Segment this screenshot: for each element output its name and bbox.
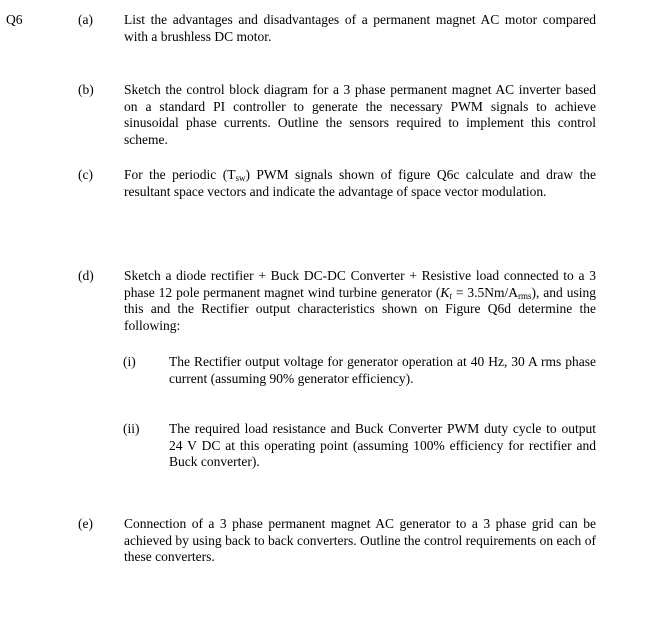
part-d-ii-text: The required load resistance and Buck Converter PWM duty cycle to output 24 V DC at this operating point (assuming 100% efficiency for rectifier and Buck converter). xyxy=(169,421,596,469)
part-b-text: Sketch the control block diagram for a 3 phase permanent magnet AC inverter based on a standard PI controller to generate the necessary PWM signals to achieve sinusoidal phase currents. Outline the sensors required to implement this control scheme. xyxy=(124,82,596,147)
part-d-label: (d) xyxy=(78,268,94,283)
part-d-i-text: The Rectifier output voltage for generator operation at 40 Hz, 30 A rms phase current (assuming 90% generator efficiency). xyxy=(169,354,596,386)
part-e-label: (e) xyxy=(78,516,93,531)
part-e-text: Connection of a 3 phase permanent magnet AC generator to a 3 phase grid can be achieved by using back to back converters. Outline the control requirements on each of these converters. xyxy=(124,516,596,564)
part-d-ii-label: (ii) xyxy=(123,421,140,436)
part-a-label: (a) xyxy=(78,12,93,27)
question-number: Q6 xyxy=(6,12,23,27)
part-c-text: For the periodic $(T_{sw})$ PWM signals shown of figure Q6c calculate and draw the resultant space vectors and indicate the advantage of space vector modulation. xyxy=(124,167,596,199)
part-d-text: Sketch a diode rectifier + Buck DC-DC Converter + Resistive load connected to a 3 phase 12 pole permanent magnet wind turbine generator $(K_t = 3.5Nm/A_{rms})$, and using this and the Rectifier output characteristics shown on Figure Q6d determine the following: xyxy=(124,268,596,333)
part-d-i-label: (i) xyxy=(123,354,136,369)
part-b-label: (b) xyxy=(78,82,94,97)
part-a-text: List the advantages and disadvantages of a permanent magnet AC motor compared with a brushless DC motor. xyxy=(124,12,596,44)
part-c-label: (c) xyxy=(78,167,93,182)
